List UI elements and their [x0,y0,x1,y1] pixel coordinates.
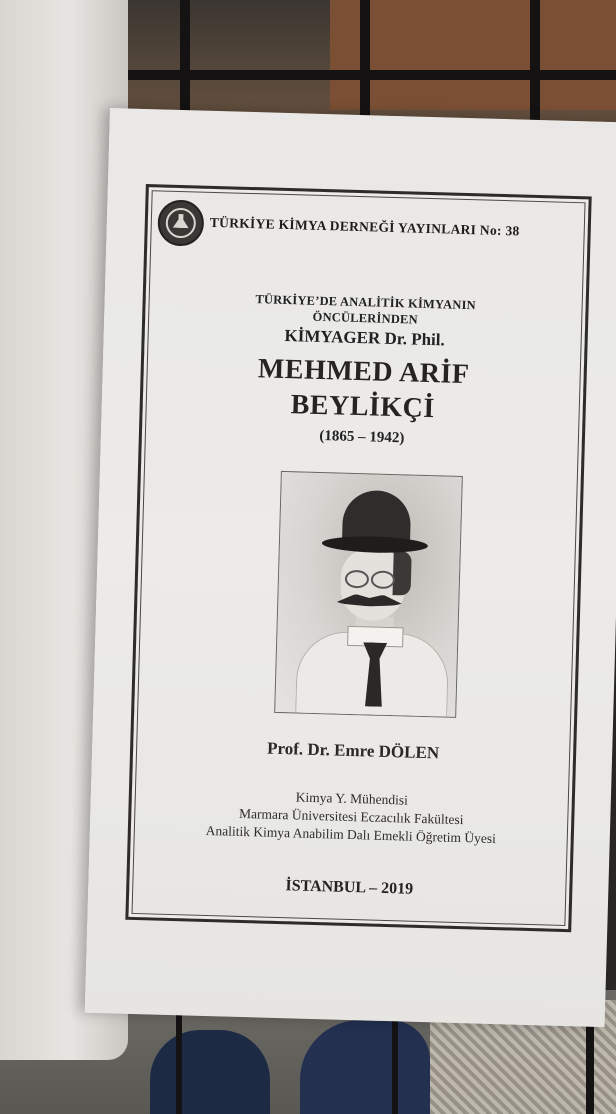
background-orange-wall [330,0,616,110]
person-name-line-1: MEHMED ARİF [257,353,470,391]
rack-bar-vertical [530,0,540,120]
portrait-photo [274,471,463,718]
imprint-place-year: İSTANBUL – 2019 [285,877,414,898]
author-name: Prof. Dr. Emre DÖLEN [266,738,440,763]
society-logo-icon [157,199,204,246]
portrait-hair [393,551,412,595]
title-page [85,108,616,1027]
author-affiliation-line: Marmara Üniversitesi Eczacılık Fakültesi [238,805,464,828]
shoe [150,1030,270,1114]
subtitle-line-1: TÜRKİYE’DE ANALİTİK KİMYANIN [255,292,477,313]
subtitle-line-2: ÖNCÜLERİNDEN [312,309,418,327]
life-years: (1865 – 1942) [319,427,405,447]
author-affiliation-line: Analitik Kimya Anabilim Dalı Emekli Öğretim Üyesi [205,822,497,847]
shoe [300,1020,430,1114]
page-border-frame [125,184,591,932]
person-name-line-2: BEYLİKÇİ [290,389,436,425]
series-header [157,199,580,259]
rack-bar-vertical [176,1010,182,1114]
profession-title: KİMYAGER Dr. Phil. [284,325,446,350]
rack-bar-vertical [392,1010,398,1114]
rack-bar-horizontal [90,70,616,80]
series-title: TÜRKİYE KİMYA DERNEĞİ YAYINLARI No: 38 [209,214,520,239]
author-affiliation-line: Kimya Y. Mühendisi [295,789,409,808]
